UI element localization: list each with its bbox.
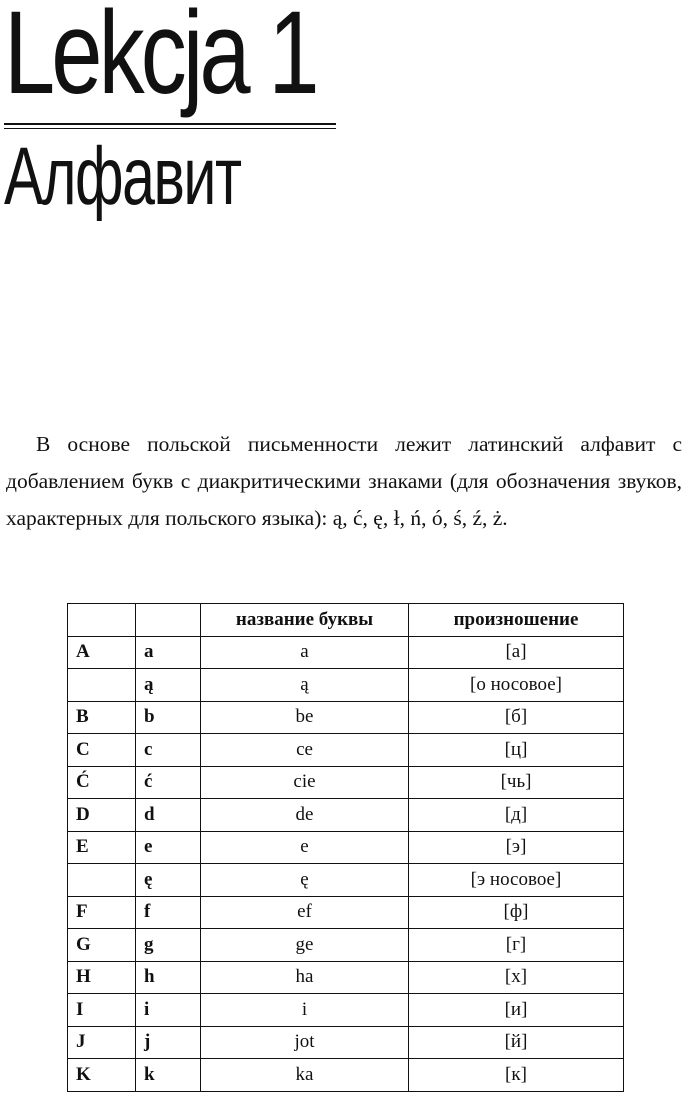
letter-name-cell: ef: [201, 896, 409, 929]
table-row: [68, 701, 624, 734]
letter-name-cell: ge: [201, 929, 409, 962]
pronunciation-cell: [к]: [409, 1059, 624, 1092]
uppercase-letter-cell: I: [68, 994, 136, 1027]
letter-name-cell: be: [201, 701, 409, 734]
uppercase-letter-cell: [68, 864, 136, 897]
title-rule-thin: [4, 128, 336, 129]
table-row: [68, 1026, 624, 1059]
letter-name-cell: ha: [201, 961, 409, 994]
lowercase-letter-cell: e: [136, 831, 201, 864]
letter-name-cell: ę: [201, 864, 409, 897]
table-row: [68, 636, 624, 669]
pronunciation-cell: [и]: [409, 994, 624, 1027]
pronunciation-cell: [д]: [409, 799, 624, 832]
alphabet-table-body: [68, 636, 624, 1091]
table-row: [68, 669, 624, 702]
table-row: [68, 994, 624, 1027]
table-row: [68, 734, 624, 767]
table-row: [68, 929, 624, 962]
table-header-row: [68, 604, 624, 637]
uppercase-letter-cell: K: [68, 1059, 136, 1092]
uppercase-letter-cell: C: [68, 734, 136, 767]
pronunciation-cell: [х]: [409, 961, 624, 994]
table-row: [68, 1059, 624, 1092]
lesson-subtitle: Алфавит: [4, 131, 241, 222]
lowercase-letter-cell: g: [136, 929, 201, 962]
letter-name-cell: ka: [201, 1059, 409, 1092]
uppercase-letter-cell: A: [68, 636, 136, 669]
lowercase-letter-cell: h: [136, 961, 201, 994]
intro-paragraph: В основе польской письменности лежит латинский алфавит с добавлением букв с диакритическими знаками (для обозначения звуков, характерных для польского языка): ą, ć, ę, ł, ń, ó, ś, ź, ż.: [6, 432, 682, 530]
lesson-title: Lekcja 1: [4, 0, 316, 119]
column-header-uppercase: [68, 604, 136, 637]
pronunciation-cell: [о носовое]: [409, 669, 624, 702]
lowercase-letter-cell: c: [136, 734, 201, 767]
lowercase-letter-cell: a: [136, 636, 201, 669]
pronunciation-cell: [б]: [409, 701, 624, 734]
lowercase-letter-cell: k: [136, 1059, 201, 1092]
pronunciation-cell: [э носовое]: [409, 864, 624, 897]
lowercase-letter-cell: f: [136, 896, 201, 929]
table-row: [68, 766, 624, 799]
table-row: [68, 961, 624, 994]
table-row: [68, 896, 624, 929]
pronunciation-cell: [ц]: [409, 734, 624, 767]
letter-name-cell: e: [201, 831, 409, 864]
letter-name-cell: jot: [201, 1026, 409, 1059]
title-rule-thick: [4, 123, 336, 125]
lowercase-letter-cell: ą: [136, 669, 201, 702]
lowercase-letter-cell: i: [136, 994, 201, 1027]
letter-name-cell: i: [201, 994, 409, 1027]
pronunciation-cell: [э]: [409, 831, 624, 864]
lowercase-letter-cell: ę: [136, 864, 201, 897]
lowercase-letter-cell: b: [136, 701, 201, 734]
uppercase-letter-cell: [68, 669, 136, 702]
column-header-lowercase: [136, 604, 201, 637]
uppercase-letter-cell: D: [68, 799, 136, 832]
letter-name-cell: a: [201, 636, 409, 669]
uppercase-letter-cell: G: [68, 929, 136, 962]
uppercase-letter-cell: J: [68, 1026, 136, 1059]
pronunciation-cell: [г]: [409, 929, 624, 962]
lowercase-letter-cell: d: [136, 799, 201, 832]
alphabet-table: [67, 603, 624, 1092]
pronunciation-cell: [a]: [409, 636, 624, 669]
uppercase-letter-cell: F: [68, 896, 136, 929]
uppercase-letter-cell: Ć: [68, 766, 136, 799]
pronunciation-cell: [чь]: [409, 766, 624, 799]
uppercase-letter-cell: E: [68, 831, 136, 864]
letter-name-cell: de: [201, 799, 409, 832]
table-row: [68, 799, 624, 832]
table-row: [68, 831, 624, 864]
letter-name-cell: ą: [201, 669, 409, 702]
table-row: [68, 864, 624, 897]
lowercase-letter-cell: ć: [136, 766, 201, 799]
pronunciation-cell: [й]: [409, 1026, 624, 1059]
column-header-letter-name: название буквы: [201, 604, 409, 637]
letter-name-cell: ce: [201, 734, 409, 767]
lowercase-letter-cell: j: [136, 1026, 201, 1059]
letter-name-cell: cie: [201, 766, 409, 799]
uppercase-letter-cell: B: [68, 701, 136, 734]
column-header-pronunciation: произношение: [409, 604, 624, 637]
pronunciation-cell: [ф]: [409, 896, 624, 929]
uppercase-letter-cell: H: [68, 961, 136, 994]
